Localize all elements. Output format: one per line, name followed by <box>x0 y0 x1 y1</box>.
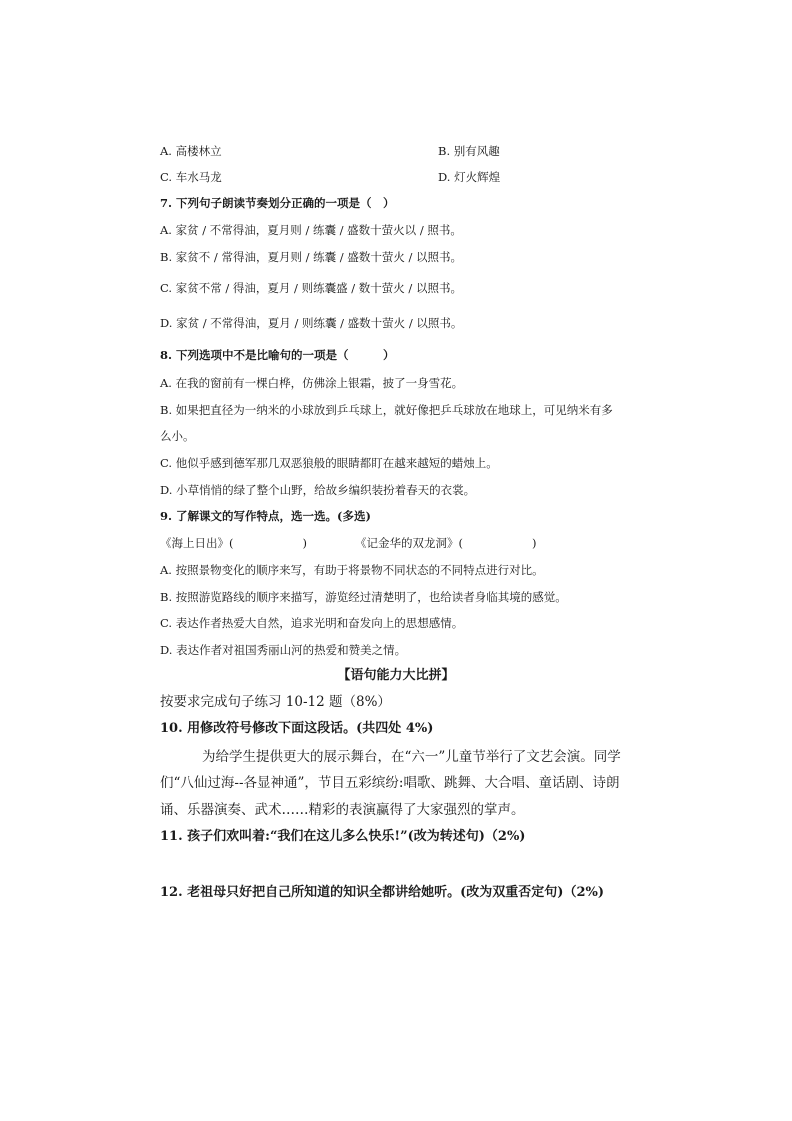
q9-option-d: D. 表达作者对祖国秀丽山河的热爱和赞美之情。 <box>160 643 407 657</box>
q6-option-a: A. 高楼林立 <box>160 144 222 158</box>
q6-option-c: C. 车水马龙 <box>160 170 222 184</box>
q9-option-c: C. 表达作者热爱大自然，追求光明和奋发向上的思想感情。 <box>160 616 464 630</box>
q10-paragraph-line2: 们“八仙过海--各显神通”，节目五彩缤纷:唱歌、跳舞、大合唱、童话剧、诗朗 <box>160 775 620 791</box>
q8-option-b-line1: B. 如果把直径为一纳米的小球放到乒乓球上，就好像把乒乓球放在地球上，可见纳米有多 <box>160 403 613 417</box>
q7-stem: 7. 下列句子朗读节奏划分正确的一项是（ ） <box>160 196 395 210</box>
q10-stem: 10. 用修改符号修改下面这段话。(共四处 4%) <box>160 721 434 736</box>
q11-stem: 11. 孩子们欢叫着:“我们在这儿多么快乐!”(改为转述句)（2%) <box>160 829 526 844</box>
q9-blank-2: 《记金华的双龙洞》( ) <box>355 536 537 550</box>
q9-stem: 9. 了解课文的写作特点，选一选。(多选) <box>160 509 371 523</box>
q7-option-a: A. 家贫 / 不常得油，夏月则 / 练囊 / 盛数十萤火以 / 照书。 <box>160 223 462 237</box>
q8-stem: 8. 下列选项中不是比喻句的一项是（ ） <box>160 348 395 362</box>
q7-option-d: D. 家贫 / 不常得油，夏月 / 则练囊 / 盛数十萤火 / 以照书。 <box>160 316 463 330</box>
q8-option-d: D. 小草悄悄的绿了整个山野，给故乡编织装扮着春天的衣裳。 <box>160 483 476 497</box>
section-title: 【语句能力大比拼】 <box>337 668 455 683</box>
q9-blank-1: 《海上日出》( ) <box>160 536 307 550</box>
q9-option-b: B. 按照游览路线的顺序来描写，游览经过清楚明了，也给读者身临其境的感觉。 <box>160 590 567 604</box>
q6-option-d: D. 灯火辉煌 <box>438 170 501 184</box>
q10-paragraph-line1: 为给学生提供更大的展示舞台，在“六一”儿童节举行了文艺会演。同学 <box>202 749 621 765</box>
q8-option-b-line2: 么小。 <box>160 429 195 443</box>
q8-option-c: C. 他似乎感到德军那几双恶狼般的眼睛都盯在越来越短的蜡烛上。 <box>160 456 498 470</box>
q7-option-c: C. 家贫不常 / 得油，夏月 / 则练囊盛 / 数十萤火 / 以照书。 <box>160 281 462 295</box>
q10-paragraph-line3: 诵、乐器演奏、武术……精彩的表演赢得了大家强烈的掌声。 <box>160 802 525 818</box>
section-instruction: 按要求完成句子练习 10-12 题（8%） <box>160 694 391 710</box>
q8-option-a: A. 在我的窗前有一棵白桦，仿佛涂上银霜，披了一身雪花。 <box>160 376 464 390</box>
q6-option-b: B. 别有风趣 <box>438 144 500 158</box>
q9-option-a: A. 按照景物变化的顺序来写，有助于将景物不同状态的不同特点进行对比。 <box>160 563 544 577</box>
q12-stem: 12. 老祖母只好把自己所知道的知识全都讲给她听。(改为双重否定句)（2%) <box>160 885 604 900</box>
q7-option-b: B. 家贫不 / 常得油，夏月则 / 练囊 / 盛数十萤火 / 以照书。 <box>160 250 463 264</box>
